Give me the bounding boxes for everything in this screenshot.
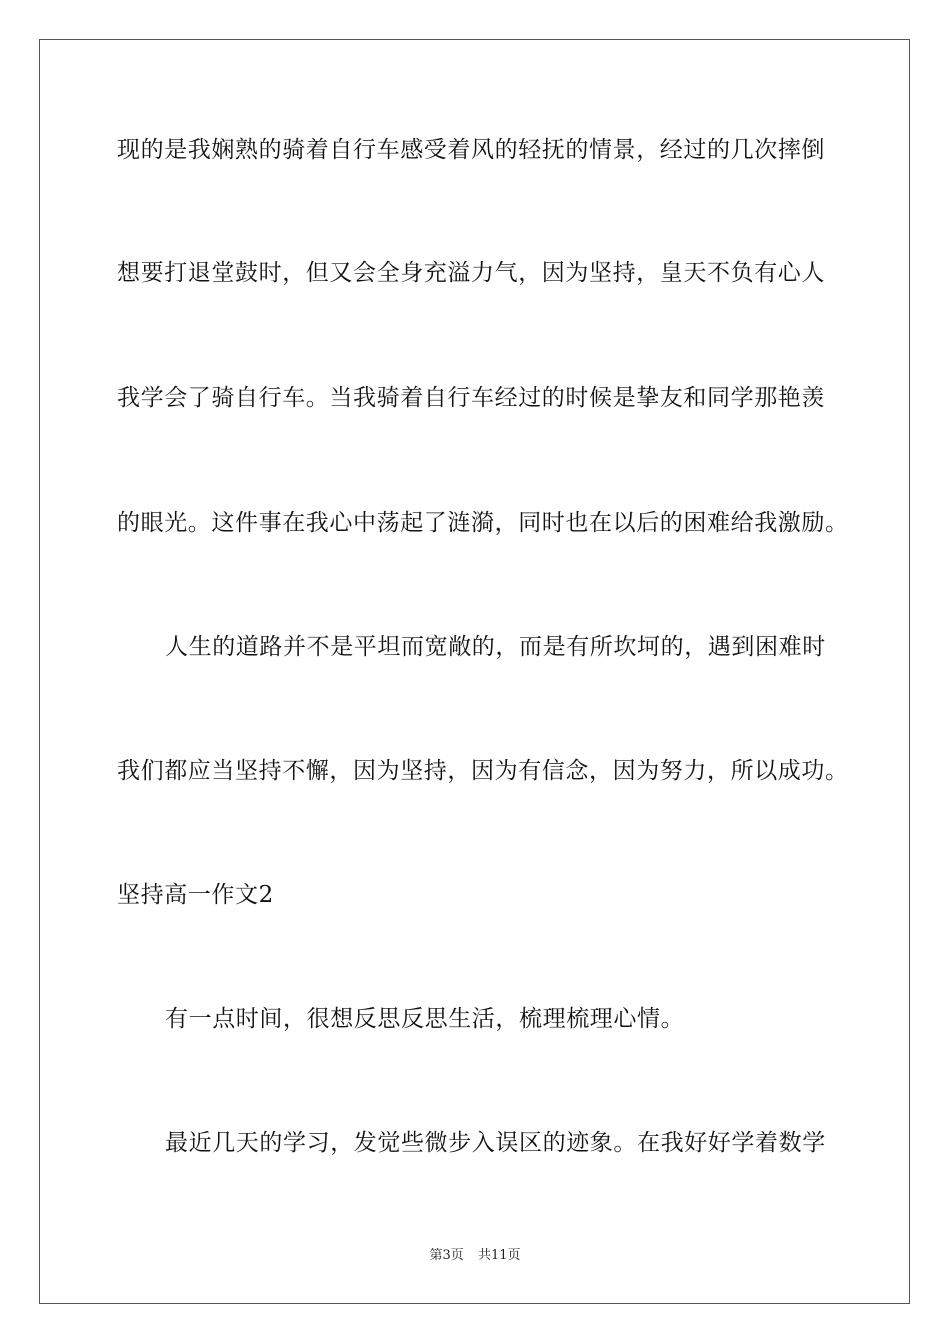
page-border	[39, 39, 910, 1304]
body-text-line: 的眼光。这件事在我心中荡起了涟漪，同时也在以后的困难给我激励。	[117, 510, 849, 536]
body-text-line: 想要打退堂鼓时，但又会全身充溢力气，因为坚持，皇天不负有心人	[117, 260, 825, 286]
paragraph-start-line: 有一点时间，很想反思反思生活，梳理梳理心情。	[165, 1006, 685, 1032]
body-text-line: 现的是我娴熟的骑着自行车感受着风的轻抚的情景，经过的几次摔倒	[117, 137, 825, 163]
paragraph-start-line: 人生的道路并不是平坦而宽敞的，而是有所坎坷的，遇到困难时	[165, 634, 826, 660]
total-pages: 共11页	[477, 1248, 521, 1263]
body-text-line: 我们都应当坚持不懈，因为坚持，因为有信念，因为努力，所以成功。	[117, 758, 849, 784]
body-text-line: 我学会了骑自行车。当我骑着自行车经过的时候是挚友和同学那艳羡	[117, 385, 825, 411]
section-heading: 坚持高一作文2	[117, 882, 274, 908]
page-number: 第3页	[429, 1248, 464, 1263]
page-footer	[0, 1248, 950, 1264]
paragraph-start-line: 最近几天的学习，发觉些微步入误区的迹象。在我好好学着数学	[165, 1130, 826, 1156]
